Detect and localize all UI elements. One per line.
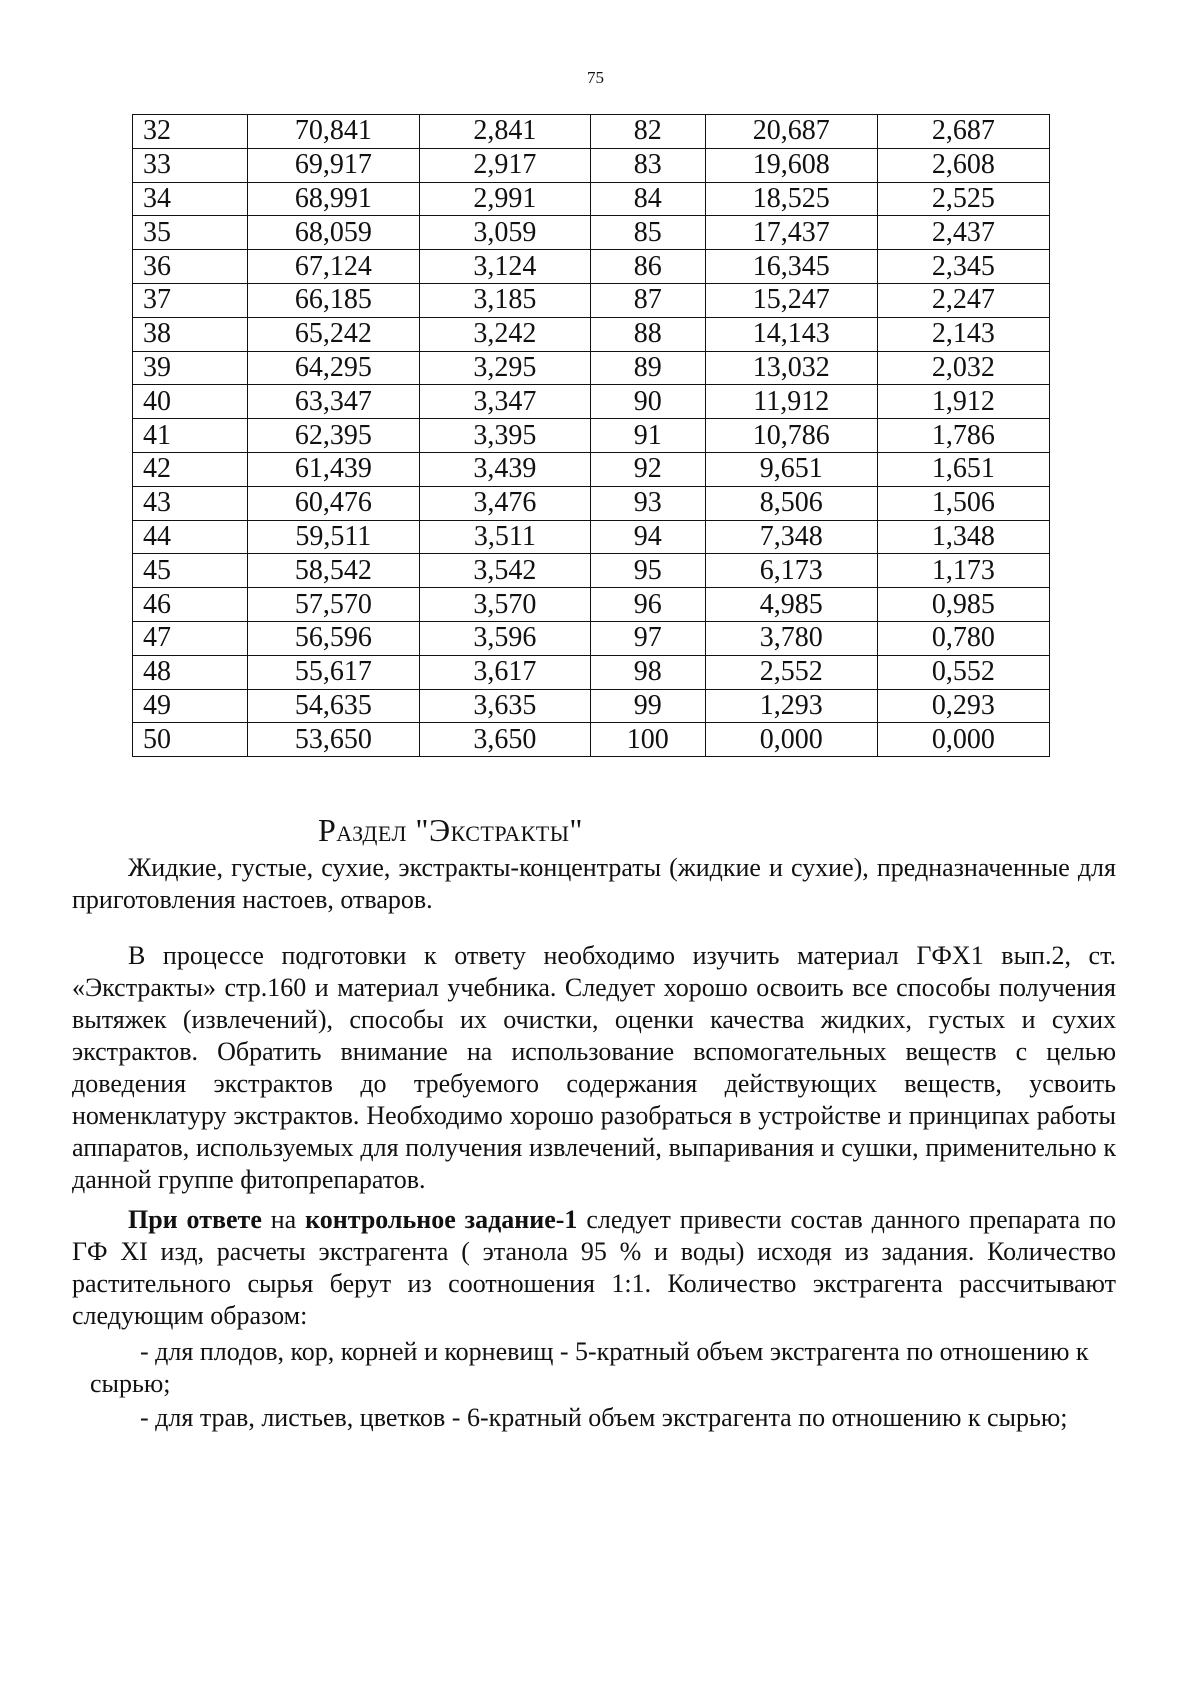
table-cell: 3,617 (419, 655, 590, 689)
table-cell: 49 (133, 689, 248, 723)
table-cell: 0,780 (877, 621, 1049, 655)
table-cell: 1,912 (877, 385, 1049, 419)
table-cell: 89 (590, 351, 705, 385)
task-text: следует привести состав данного препарата по ГФ XI изд, расчеты экстрагента ( этанола 95 % и воды) исходя из задания. Количество растительного сырья берут из соотношения 1:1. Количество экстрагента рассчитывают следующим образом: (72, 1205, 1116, 1330)
paragraph-task (72, 1204, 1116, 1332)
table-cell: 36 (133, 250, 248, 284)
table-cell: 53,650 (247, 723, 419, 757)
table-cell: 3,511 (419, 520, 590, 554)
table-row (133, 283, 1050, 317)
table-cell: 62,395 (247, 419, 419, 453)
table-row (133, 621, 1050, 655)
table-cell: 3,059 (419, 216, 590, 250)
table-cell: 99 (590, 689, 705, 723)
table-cell: 0,000 (877, 723, 1049, 757)
table-row (133, 351, 1050, 385)
table-cell: 42 (133, 452, 248, 486)
table-cell: 0,000 (705, 723, 877, 757)
table-cell: 14,143 (705, 317, 877, 351)
table-cell: 67,124 (247, 250, 419, 284)
table-cell: 2,437 (877, 216, 1049, 250)
table-row (133, 723, 1050, 757)
table-cell: 3,542 (419, 554, 590, 588)
data-table (132, 114, 1050, 757)
table-cell: 3,439 (419, 452, 590, 486)
bold-task-label: контрольное задание-1 (305, 1205, 578, 1234)
table-row (133, 182, 1050, 216)
table-cell: 10,786 (705, 419, 877, 453)
table-cell: 48 (133, 655, 248, 689)
table-cell: 1,348 (877, 520, 1049, 554)
page-number: 75 (587, 68, 604, 87)
table-cell: 94 (590, 520, 705, 554)
table-row (133, 216, 1050, 250)
table-cell: 69,917 (247, 148, 419, 182)
table-cell: 90 (590, 385, 705, 419)
table-cell: 2,841 (419, 115, 590, 149)
table-cell: 2,991 (419, 182, 590, 216)
table-cell: 96 (590, 588, 705, 622)
table-row (133, 588, 1050, 622)
table-cell: 41 (133, 419, 248, 453)
table-cell: 3,395 (419, 419, 590, 453)
table-cell: 16,345 (705, 250, 877, 284)
table-cell: 91 (590, 419, 705, 453)
table-cell: 1,293 (705, 689, 877, 723)
table-cell: 82 (590, 115, 705, 149)
table-cell: 2,143 (877, 317, 1049, 351)
table-cell: 59,511 (247, 520, 419, 554)
table-cell: 35 (133, 216, 248, 250)
table-cell: 7,348 (705, 520, 877, 554)
table-cell: 1,506 (877, 486, 1049, 520)
table-cell: 2,917 (419, 148, 590, 182)
table-cell: 46 (133, 588, 248, 622)
table-cell: 68,991 (247, 182, 419, 216)
table-cell: 34 (133, 182, 248, 216)
table-cell: 50 (133, 723, 248, 757)
table-cell: 3,295 (419, 351, 590, 385)
table-cell: 3,635 (419, 689, 590, 723)
table-cell: 65,242 (247, 317, 419, 351)
table-row (133, 486, 1050, 520)
table-cell: 2,687 (877, 115, 1049, 149)
table-cell: 97 (590, 621, 705, 655)
table-cell: 9,651 (705, 452, 877, 486)
table-cell: 88 (590, 317, 705, 351)
table-cell: 3,347 (419, 385, 590, 419)
table-cell: 37 (133, 283, 248, 317)
table-cell: 6,173 (705, 554, 877, 588)
table-cell: 3,185 (419, 283, 590, 317)
table-cell: 93 (590, 486, 705, 520)
table-cell: 3,596 (419, 621, 590, 655)
table-cell: 1,173 (877, 554, 1049, 588)
table-cell: 8,506 (705, 486, 877, 520)
table-cell: 4,985 (705, 588, 877, 622)
table-cell: 2,552 (705, 655, 877, 689)
table-cell: 0,985 (877, 588, 1049, 622)
table-cell: 19,608 (705, 148, 877, 182)
table-cell: 18,525 (705, 182, 877, 216)
paragraph-preparation: В процессе подготовки к ответу необходимо изучить материал ГФХ1 вып.2, ст. «Экстракты» стр.160 и материал учебника. Следует хорошо освоить все способы получения вытяжек (извлечений), способы их очистки, оценки качества жидких, густых и сухих экстрактов. Обратить внимание на использование вспомогательных веществ с целью доведения экстрактов до требуемого содержания действующих веществ, усвоить номенклатуру экстрактов. Необходимо хорошо разобраться в устройстве и принципах работы аппаратов, используемых для получения извлечений, выпаривания и сушки, применительно к данной группе фитопрепаратов. (72, 941, 1116, 1194)
table-cell: 63,347 (247, 385, 419, 419)
table-cell: 56,596 (247, 621, 419, 655)
table-cell: 3,570 (419, 588, 590, 622)
table-cell: 43 (133, 486, 248, 520)
table-cell: 32 (133, 115, 248, 149)
section-title: Раздел "Экстракты" (318, 812, 583, 848)
table-row (133, 554, 1050, 588)
table-cell: 33 (133, 148, 248, 182)
table-cell: 45 (133, 554, 248, 588)
table-cell: 0,552 (877, 655, 1049, 689)
table-cell: 100 (590, 723, 705, 757)
table-cell: 2,608 (877, 148, 1049, 182)
table-cell: 20,687 (705, 115, 877, 149)
table-cell: 3,650 (419, 723, 590, 757)
table-cell: 61,439 (247, 452, 419, 486)
table-cell: 58,542 (247, 554, 419, 588)
table-cell: 1,786 (877, 419, 1049, 453)
table-cell: 87 (590, 283, 705, 317)
table-cell: 44 (133, 520, 248, 554)
text-on: на (261, 1205, 306, 1234)
table-row (133, 419, 1050, 453)
table-cell: 60,476 (247, 486, 419, 520)
table-cell: 55,617 (247, 655, 419, 689)
table-cell: 15,247 (705, 283, 877, 317)
table-cell: 3,780 (705, 621, 877, 655)
table-cell: 54,635 (247, 689, 419, 723)
table-row (133, 148, 1050, 182)
table-body (133, 115, 1050, 757)
table-cell: 11,912 (705, 385, 877, 419)
table-cell: 92 (590, 452, 705, 486)
table-cell: 40 (133, 385, 248, 419)
table-cell: 66,185 (247, 283, 419, 317)
table-cell: 95 (590, 554, 705, 588)
table-cell: 17,437 (705, 216, 877, 250)
paragraph-intro: Жидкие, густые, сухие, экстракты-концентраты (жидкие и сухие), предназначенные для приготовления настоев, отваров. (72, 853, 1116, 914)
table-cell: 2,032 (877, 351, 1049, 385)
table-cell: 47 (133, 621, 248, 655)
table-cell: 2,345 (877, 250, 1049, 284)
table-cell: 83 (590, 148, 705, 182)
table-cell: 85 (590, 216, 705, 250)
table-row (133, 452, 1050, 486)
table-cell: 1,651 (877, 452, 1049, 486)
table-cell: 3,124 (419, 250, 590, 284)
table-row (133, 689, 1050, 723)
table-cell: 0,293 (877, 689, 1049, 723)
table-row (133, 250, 1050, 284)
table-cell: 84 (590, 182, 705, 216)
table-row (133, 520, 1050, 554)
table-cell: 39 (133, 351, 248, 385)
table-row (133, 385, 1050, 419)
table-cell: 2,525 (877, 182, 1049, 216)
table-row (133, 655, 1050, 689)
table-row (133, 115, 1050, 149)
table-cell: 3,242 (419, 317, 590, 351)
list-item-fruits: - для плодов, кор, корней и корневищ - 5-кратный объем экстрагента по отношению к сырью; (90, 1337, 1089, 1398)
table-cell: 68,059 (247, 216, 419, 250)
bold-answer-label: При ответе (128, 1205, 262, 1234)
table-cell: 57,570 (247, 588, 419, 622)
table-cell: 38 (133, 317, 248, 351)
table-cell: 13,032 (705, 351, 877, 385)
table-cell: 86 (590, 250, 705, 284)
table-cell: 64,295 (247, 351, 419, 385)
table-cell: 3,476 (419, 486, 590, 520)
list-item-herbs: - для трав, листьев, цветков - 6-кратный объем экстрагента по отношению к сырью; (140, 1403, 1068, 1432)
table-row (133, 317, 1050, 351)
table-cell: 70,841 (247, 115, 419, 149)
table-cell: 2,247 (877, 283, 1049, 317)
table-cell: 98 (590, 655, 705, 689)
